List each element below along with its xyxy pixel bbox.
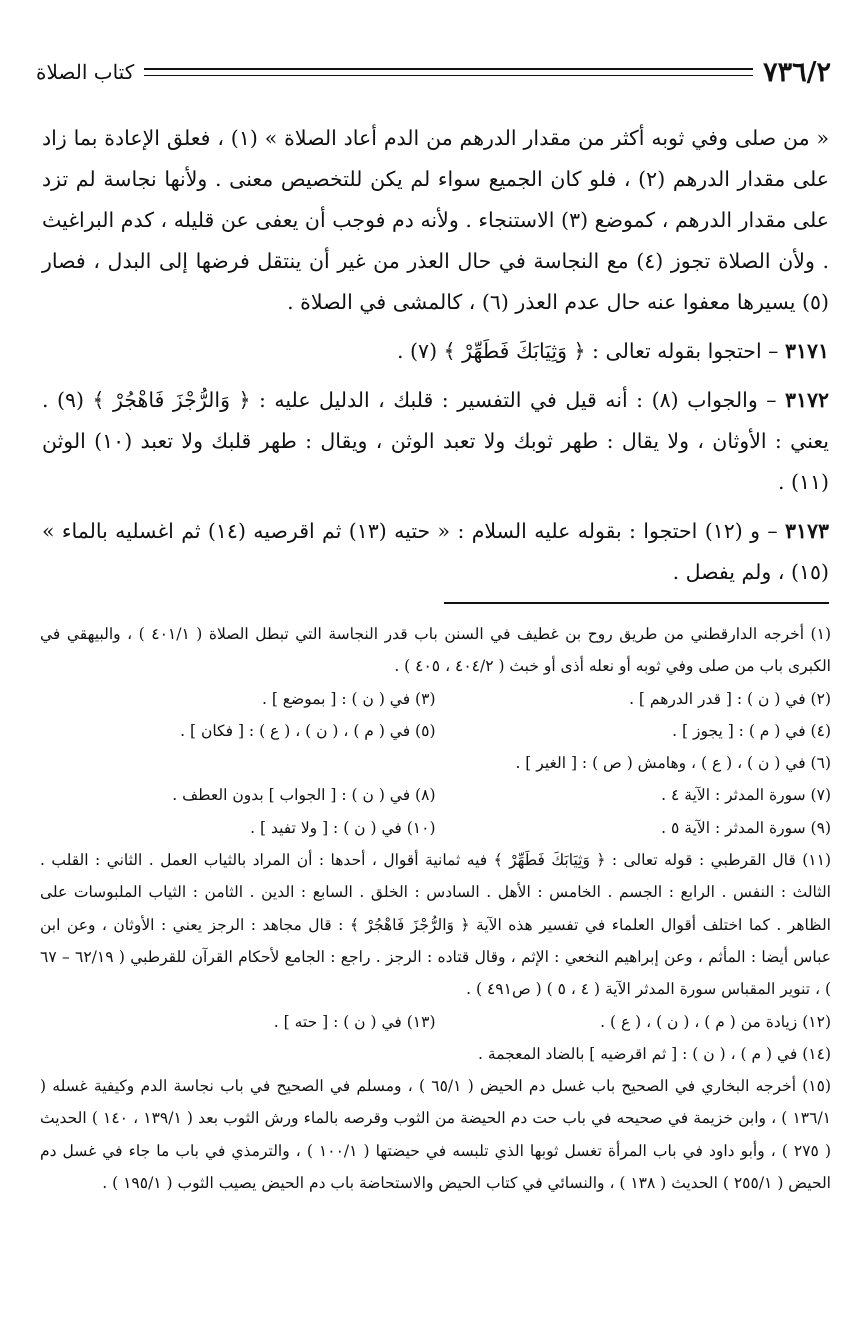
footnote-15: (١٥) أخرجه البخاري في الصحيح باب غسل دم الحيض ( ٦٥/١ ) ، ومسلم في الصحيح في باب نجاسة الدم وكيفية غسله ( ١٣٦/١ ) ، وابن خزيمة في صحيحه في باب حت دم الحيضة من الثوب وقرصه بالماء ورش الثوب بعد ( ١٣٩/١ ، ١٤٠ ) الحديث ( ٢٧٥ ) ، وأبو داود في باب المرأة تغسل ثوبها الذي تلبسه في حيضتها ( ١٠٠/١ ) ، والترمذي في باب ما جاء في غسل دم الحيض ( ٢٥٥/١ ) الحديث ( ١٣٨ ) ، والنسائي في كتاب الحيض والاستحاضة باب دم الحيض يصيب الثوب ( ١٩٥/١ ) . — [40, 1077, 832, 1193]
item-text: – والجواب (٨) : أنه قيل في التفسير : قلبك ، الدليل عليه : ﴿ وَالرُّجْزَ فَاهْجُرْ ﴾ (٩) . يعني : الأوثان ، ولا يقال : طهر ثوبك ولا تعبد الوثن ، ويقال : طهر قلبك ولا تعبد (١٠) الوثن (١١) . — [42, 388, 830, 494]
item-text: – و (١٢) احتجوا : بقوله عليه السلام : « حتيه (١٣) ثم اقرصيه (١٤) ثم اغسليه بالماء » (١٥) ، ولم يفصل . — [42, 519, 829, 584]
footnote-2: (٢) في ( ن ) : [ قدر الدرهم ] . — [629, 689, 831, 708]
footnote-13: (١٣) في ( ن ) : [ حته ] . — [273, 1012, 436, 1031]
footnote-row — [40, 812, 831, 844]
main-text — [42, 118, 829, 593]
footnote-9: (٩) سورة المدثر : الآية ٥ . — [661, 818, 831, 837]
footnote-row — [40, 779, 831, 811]
item-text: – احتجوا بقوله تعالى : ﴿ وَثِيَابَكَ فَطَهِّرْ ﴾ (٧) . — [397, 339, 785, 363]
footnote-row — [40, 683, 831, 715]
footnote-1: (١) أخرجه الدارقطني من طريق روح بن غطيف في السنن باب قدر النجاسة التي تبطل الصلاة ( ٤٠١/١ ) ، والبيهقي في الكبرى باب من صلى وفي ثوبه أو نعله أذى أو خبث ( ٤٠٤/٢ ، ٤٠٥ ) . — [40, 625, 831, 676]
footnote-5: (٥) في ( م ) ، ( ن ) ، ( ع ) : [ فكان ] . — [180, 721, 436, 740]
item-3171 — [42, 331, 829, 372]
header-rule — [144, 68, 753, 76]
footnote-10: (١٠) في ( ن ) : [ ولا تفيد ] . — [250, 818, 436, 837]
footnote-separator — [444, 602, 829, 604]
item-number: ٣١٧١ — [784, 339, 829, 363]
paragraph-1: « من صلى وفي ثوبه أكثر من مقدار الدرهم من الدم أعاد الصلاة » (١) ، فعلق الإعادة بما زاد على مقدار الدرهم (٢) ، فلو كان الجميع سواء لم يكن للتخصيص معنى . ولأنها نجاسة لم تزد على مقدار الدرهم ، كموضع (٣) الاستنجاء . ولأنه دم فوجب أن يعفى عن قليله ، كدم البراغيث . ولأن الصلاة تجوز (٤) مع النجاسة في حال العذر من غير أن ينتقل فرضها إلى البدل ، فصار (٥) يسيرها معفوا عنه حال عدم العذر (٦) ، كالمشى في الصلاة . — [42, 126, 830, 314]
footnote-12: (١٢) زيادة من ( م ) ، ( ن ) ، ( ع ) . — [600, 1012, 831, 1031]
page-header — [36, 52, 831, 92]
footnote-8: (٨) في ( ن ) : [ الجواب ] بدون العطف . — [172, 786, 436, 805]
book-title: كتاب الصلاة — [36, 60, 135, 84]
footnote-3: (٣) في ( ن ) : [ بموضع ] . — [261, 689, 436, 708]
item-number: ٣١٧٣ — [784, 519, 830, 543]
footnotes — [40, 618, 831, 1199]
item-3173 — [42, 511, 829, 593]
footnote-7: (٧) سورة المدثر : الآية ٤ . — [661, 786, 831, 805]
page-number: ٧٣٦/٢ — [763, 56, 831, 88]
footnote-11: (١١) قال القرطبي : قوله تعالى : ﴿ وَثِيَابَكَ فَطَهِّرْ ﴾ فيه ثمانية أقوال ، أحدها : أن المراد بالثياب العمل . الثاني : القلب . الثالث : النفس . الرابع : الجسم . الخامس : الأهل . السادس : الخلق . السابع : الدين . الثامن : الثياب الملبوسات على الظاهر . كما اختلف أقوال العلماء في تفسير هذه الآية ﴿ وَالرُّجْزَ فَاهْجُرْ ﴾ : قال مجاهد : الرجز يعني : الأوثان ، وعن ابن عباس أيضا : المأثم ، وعن إبراهيم النخعي : الإثم ، وقال قتاده : الرجز . راجع : الجامع لأحكام القرآن للقرطبي ( ٦٢/١٩ – ٦٧ ) ، تنوير المقباس سورة المدثر الآية ( ٤ ، ٥ ) ( ص٤٩١ ) . — [40, 851, 831, 999]
footnote-row — [40, 1006, 831, 1038]
item-3172 — [42, 380, 829, 503]
item-number: ٣١٧٢ — [784, 388, 829, 412]
footnote-6: (٦) في ( ن ) ، ( ع ) ، وهامش ( ص ) : [ الغير ] . — [515, 754, 831, 773]
footnote-4: (٤) في ( م ) : [ يجوز ] . — [672, 721, 831, 740]
footnote-row — [40, 715, 831, 747]
footnote-14: (١٤) في ( م ) ، ( ن ) : [ ثم اقرضيه ] بالضاد المعجمة . — [478, 1044, 831, 1063]
